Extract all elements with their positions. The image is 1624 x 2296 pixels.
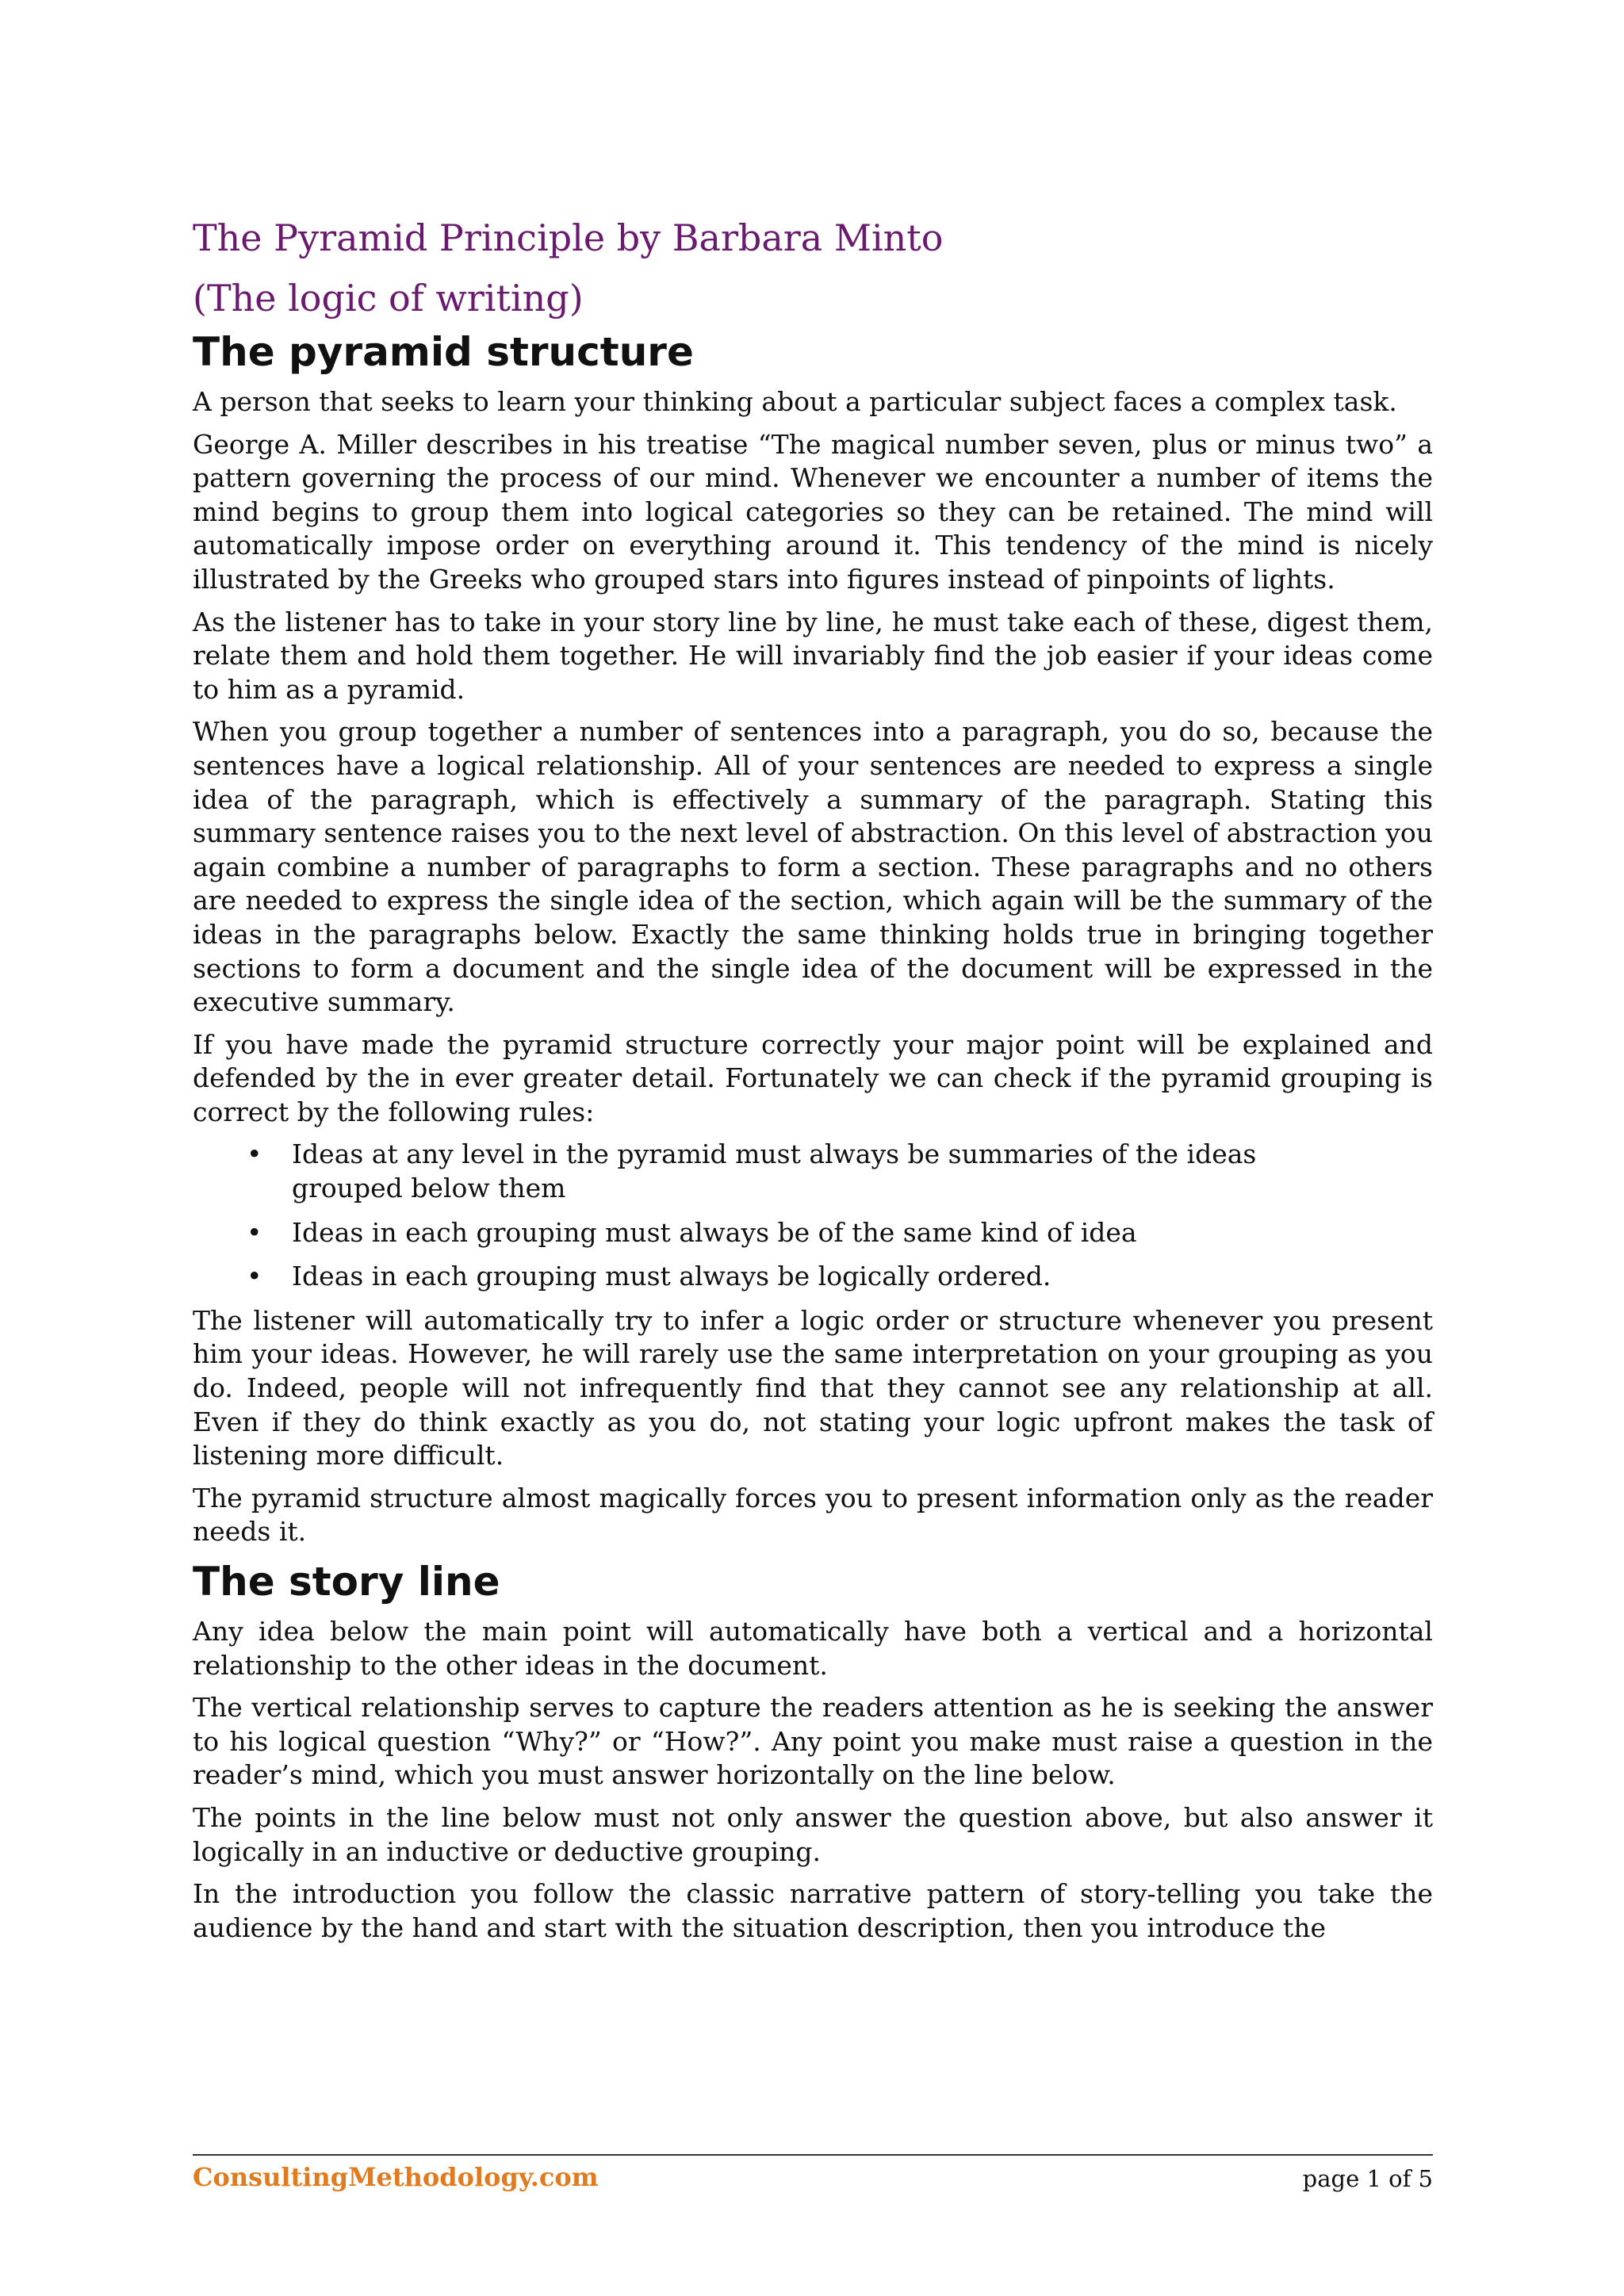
list-item-text: Ideas in each grouping must always be of the same kind of idea <box>292 1216 1137 1248</box>
document-page <box>193 208 1433 1954</box>
rules-bullet-list <box>193 1138 1433 1293</box>
paragraph: As the listener has to take in your story line by line, he must take each of these, digest them, relate them and hold them together. He will invariably find the job easier if your ideas come to him as a pyramid. <box>193 606 1433 705</box>
page-number: page 1 of 5 <box>1302 2165 1433 2192</box>
bullet-icon: • <box>247 1216 262 1248</box>
page-footer <box>193 2154 1433 2200</box>
paragraph: The pyramid structure almost magically forces you to present information only as the reader needs it. <box>193 1482 1433 1548</box>
list-item-text: Ideas in each grouping must always be logically ordered. <box>292 1261 1051 1292</box>
paragraph: The listener will automatically try to infer a logic order or structure whenever you present him your ideas. However, he will rarely use the same interpretation on your grouping as you do. Indeed, people will not infrequently find that they cannot see any relationship at all. Even if they do think exactly as you do, not stating your logic upfront makes the task of listening more difficult. <box>193 1304 1433 1471</box>
paragraph: In the introduction you follow the classic narrative pattern of story-telling you take the audience by the hand and start with the situation description, then you introduce the <box>193 1878 1433 1943</box>
section-heading-story-line: The story line <box>193 1559 500 1605</box>
footer-brand-link[interactable]: ConsultingMethodology.com <box>193 2162 599 2192</box>
paragraph: When you group together a number of sentences into a paragraph, you do so, because the sentences have a logical relationship. All of your sentences are needed to express a single idea of the paragraph, which is effectively a summary of the paragraph. Stating this summary sentence raises you to the next level of abstraction. On this level of abstraction you again combine a number of paragraphs to form a section. These paragraphs and no others are needed to express the single idea of the section, which again will be the summary of the ideas in the paragraphs below. Exactly the same thinking holds true in bringing together sections to form a document and the single idea of the document will be expressed in the executive summary. <box>193 716 1433 1018</box>
section-heading-pyramid-structure: The pyramid structure <box>193 329 694 375</box>
list-item <box>193 1260 1433 1294</box>
paragraph: If you have made the pyramid structure correctly your major point will be explained and defended by the in ever greater detail. Fortunately we can check if the pyramid grouping is correct by the following rules: <box>193 1028 1433 1127</box>
paragraph: Any idea below the main point will automatically have both a vertical and a horizontal relationship to the other ideas in the document. <box>193 1616 1433 1681</box>
bullet-icon: • <box>247 1261 262 1292</box>
paragraph: A person that seeks to learn your thinking about a particular subject faces a complex task. <box>193 386 1397 417</box>
list-item <box>193 1216 1433 1250</box>
document-subtitle: (The logic of writing) <box>193 277 584 320</box>
list-item-text: Ideas at any level in the pyramid must always be summaries of the ideas grouped below them <box>292 1138 1257 1204</box>
bullet-icon: • <box>247 1138 262 1170</box>
document-title: The Pyramid Principle by Barbara Minto <box>193 216 944 259</box>
paragraph: The vertical relationship serves to capture the readers attention as he is seeking the answer to his logical question “Why?” or “How?”. Any point you make must raise a question in the reader’s mind, which you must answer horizontally on the line below. <box>193 1692 1433 1791</box>
list-item <box>193 1138 1433 1205</box>
paragraph: George A. Miller describes in his treatise “The magical number seven, plus or minus two” a pattern governing the process of our mind. Whenever we encounter a number of items the mind begins to group them into logical categories so they can be retained. The mind will automatically impose order on everything around it. This tendency of the mind is nicely illustrated by the Greeks who grouped stars into figures instead of pinpoints of lights. <box>193 428 1433 595</box>
paragraph: The points in the line below must not only answer the question above, but also answer it logically in an inductive or deductive grouping. <box>193 1801 1433 1867</box>
